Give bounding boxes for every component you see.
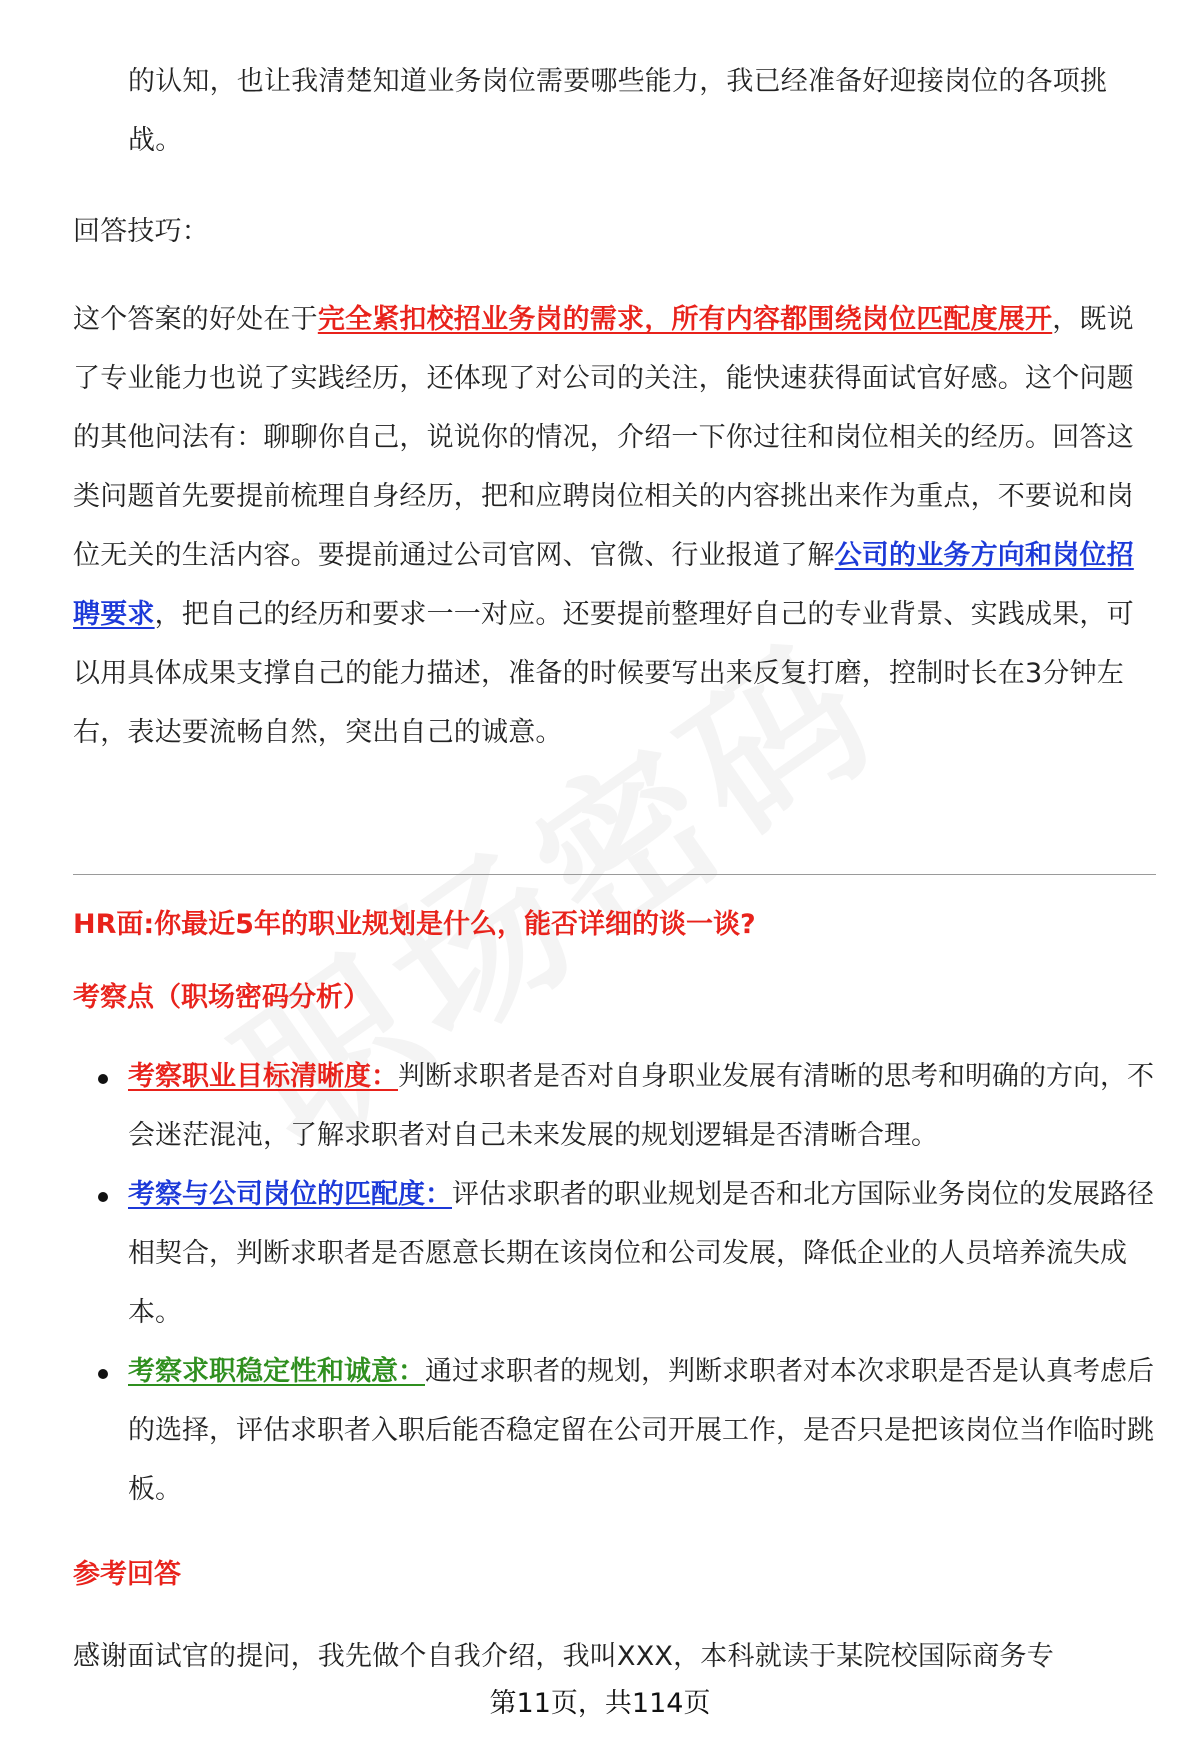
tips-paragraph xyxy=(73,290,1153,762)
point-label: 考察与公司岗位的匹配度： xyxy=(128,1179,452,1210)
answer-paragraph: 感谢面试官的提问，我先做个自我介绍，我叫XXX，本科就读于某院校国际商务专 xyxy=(73,1641,1054,1672)
list-item xyxy=(128,1165,1154,1342)
continuation-paragraph: 的认知，也让我清楚知道业务岗位需要哪些能力，我已经准备好迎接岗位的各项挑战。 xyxy=(128,66,1108,156)
point-label: 考察职业目标清晰度： xyxy=(128,1061,398,1092)
tips-highlight-1: 完全紧扣校招业务岗的需求，所有内容都围绕岗位匹配度展开 xyxy=(317,304,1053,335)
section-title: 考察点（职场密码分析） xyxy=(73,982,370,1013)
list-item xyxy=(128,1342,1154,1519)
tips-highlight-2: 公司的业务方向和岗位招聘要求 xyxy=(73,540,1134,630)
point-label: 考察求职稳定性和诚意： xyxy=(128,1356,425,1387)
bullet-icon xyxy=(98,1192,108,1202)
point-text: 评估求职者的职业规划是否和北方国际业务岗位的发展路径相契合，判断求职者是否愿意长期在该岗位和公司发展，降低企业的人员培养流失成本。 xyxy=(128,1179,1154,1328)
page-footer: 第11页，共114页 xyxy=(489,1688,711,1719)
list-item xyxy=(128,1047,1154,1165)
point-text: 判断求职者是否对自身职业发展有清晰的思考和明确的方向，不会迷茫混沌，了解求职者对自己未来发展的规划逻辑是否清晰合理。 xyxy=(128,1061,1154,1151)
answer-title: 参考回答 xyxy=(73,1559,181,1590)
point-text: 通过求职者的规划，判断求职者对本次求职是否是认真考虑后的选择，评估求职者入职后能否稳定留在公司开展工作，是否只是把该岗位当作临时跳板。 xyxy=(128,1356,1154,1505)
bullet-icon xyxy=(98,1074,108,1084)
tips-label: 回答技巧： xyxy=(73,216,209,247)
bullet-icon xyxy=(98,1369,108,1379)
points-list xyxy=(128,1047,1154,1519)
divider xyxy=(73,874,1156,875)
tips-text-1: 这个答案的好处在于 xyxy=(73,304,318,335)
question-title: HR面:你最近5年的职业规划是什么，能否详细的谈一谈? xyxy=(73,909,756,940)
tips-text-3: ，把自己的经历和要求一一对应。还要提前整理好自己的专业背景、实践成果，可以用具体成果支撑自己的能力描述，准备的时候要写出来反复打磨，控制时长在3分钟左右，表达要流畅自然，突出自己的诚意。 xyxy=(73,599,1134,748)
tips-text-2: ，既说了专业能力也说了实践经历，还体现了对公司的关注，能快速获得面试官好感。这个问题的其他问法有：聊聊你自己，说说你的情况，介绍一下你过往和岗位相关的经历。回答这类问题首先要提前梳理自身经历，把和应聘岗位相关的内容挑出来作为重点，不要说和岗位无关的生活内容。要提前通过公司官网、官微、行业报道了解 xyxy=(73,304,1134,571)
